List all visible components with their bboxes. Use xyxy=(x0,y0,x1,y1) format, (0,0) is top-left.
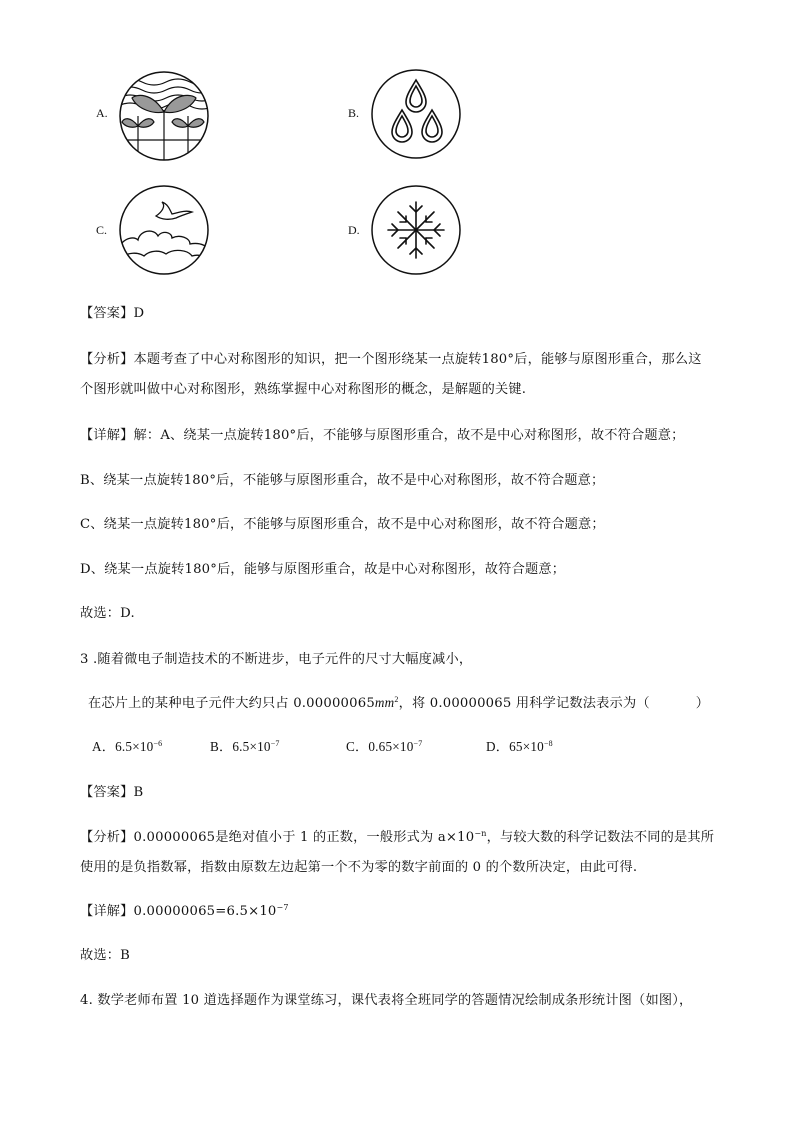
q2-answer: 【答案】D xyxy=(80,306,145,321)
q3-option-d[interactable] xyxy=(486,736,553,755)
q3-stem-question: ，将 0.00000065 用科学记数法表示为（ xyxy=(398,696,650,711)
q3-choice: 故选：B xyxy=(80,948,131,963)
q3-option-b-value: 6.5×10 xyxy=(232,739,271,754)
q3-option-a-exp: −6 xyxy=(153,739,163,748)
q2-detail-line4: D、绕某一点旋转180°后，能够与原图形重合，故是中心对称图形，故符合题意； xyxy=(80,562,566,577)
q3-analysis-line1 xyxy=(80,826,714,845)
q3-option-c-exp: −7 xyxy=(413,739,423,748)
q3-detail-text: 【详解】0.00000065=6.5×10 xyxy=(80,904,277,919)
q3-option-b-exp: −7 xyxy=(270,739,280,748)
q3-option-d-exp: −8 xyxy=(543,739,553,748)
option-d-label: D. xyxy=(348,223,360,237)
q3-stem-close: ） xyxy=(695,696,710,711)
figure-a-sprout-icon xyxy=(116,70,212,162)
q3-stem-unit-exp: 2 xyxy=(394,695,399,704)
q2-detail-line2: B、绕某一点旋转180°后，不能够与原图形重合，故不是中心对称图形，故不符合题意； xyxy=(80,473,605,488)
q3-option-d-value: 65×10 xyxy=(509,739,544,754)
q2-analysis-line2: 个图形就叫做中心对称图形，熟练掌握中心对称图形的概念，是解题的关键. xyxy=(80,382,527,397)
q3-option-d-label: D． xyxy=(486,739,510,754)
option-a-label: A. xyxy=(96,106,108,120)
q3-detail xyxy=(80,900,289,919)
q3-option-a-label: A． xyxy=(92,739,116,754)
q3-stem-unit: mm xyxy=(374,695,395,710)
q2-analysis-line1: 【分析】本题考查了中心对称图形的知识，把一个图形绕某一点旋转180°后，能够与原图形重合，那么这 xyxy=(80,352,702,367)
q3-analysis-exp: −n xyxy=(474,829,487,838)
figure-d-snowflake-icon xyxy=(368,184,464,276)
q3-option-c-label: C． xyxy=(346,739,369,754)
q3-option-b-label: B． xyxy=(210,739,233,754)
q3-option-a-value: 6.5×10 xyxy=(115,739,154,754)
q3-stem-line2 xyxy=(88,692,709,711)
q3-stem-line1: 3 .随着微电子制造技术的不断进步，电子元件的尺寸大幅度减小， xyxy=(80,652,473,667)
figure-c-bird-cloud-icon xyxy=(116,184,212,276)
q4-stem: 4. 数学老师布置 10 道选择题作为课堂练习，课代表将全班同学的答题情况绘制成条形统计图（如图）， xyxy=(80,993,693,1008)
q2-choice: 故选：D. xyxy=(80,606,135,621)
q3-answer: 【答案】B xyxy=(80,785,144,800)
q3-analysis-text: 【分析】0.00000065是绝对值小于 1 的正数，一般形式为 a×10 xyxy=(80,830,475,845)
q2-detail-line3: C、绕某一点旋转180°后，不能够与原图形重合，故不是中心对称图形，故不符合题意； xyxy=(80,517,605,532)
figure-b-droplets-icon xyxy=(368,68,464,160)
q3-option-a[interactable] xyxy=(92,736,162,755)
q3-option-c[interactable] xyxy=(346,736,422,755)
option-b-label: B. xyxy=(348,106,360,120)
q2-detail-line1: 【详解】解：A、绕某一点旋转180°后，不能够与原图形重合，故不是中心对称图形，故不符合题意； xyxy=(80,428,685,443)
q3-option-b[interactable] xyxy=(210,736,280,755)
q3-analysis-line2: 使用的是负指数幂，指数由原数左边起第一个不为零的数字前面的 0 的个数所决定，由此可得. xyxy=(80,860,638,875)
option-c-label: C. xyxy=(96,223,108,237)
q3-option-c-value: 0.65×10 xyxy=(368,739,414,754)
q3-analysis-text-b: ，与较大数的科学记数法不同的是其所 xyxy=(486,830,715,845)
q3-detail-exp: −7 xyxy=(276,903,289,912)
q3-stem-number: 在芯片上的某种电子元件大约只占 0.00000065 xyxy=(88,696,375,711)
